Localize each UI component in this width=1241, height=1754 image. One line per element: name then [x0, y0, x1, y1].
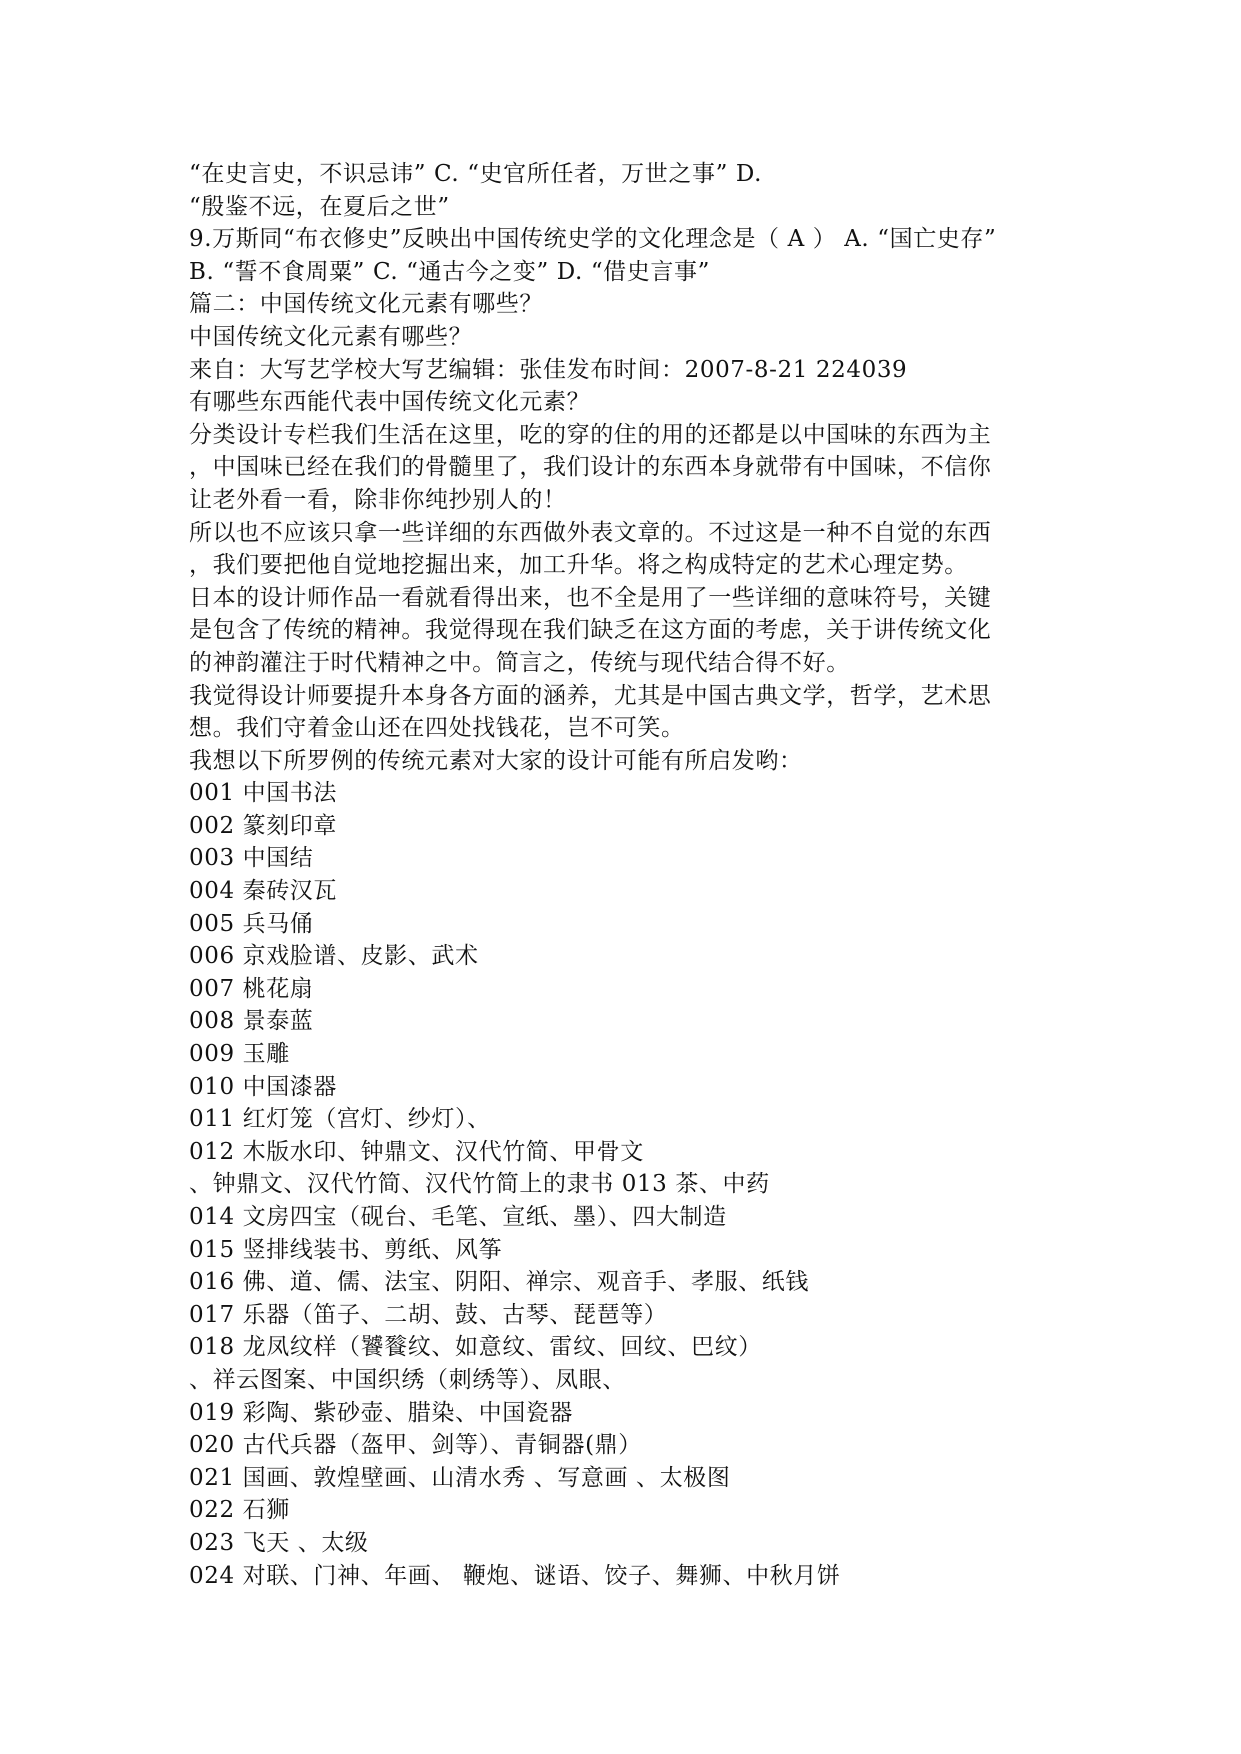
text-line: “殷鉴不远，在夏后之世”: [189, 193, 450, 220]
list-item: 008 景泰蓝: [189, 1008, 314, 1035]
paragraph-line: 让老外看一看，除非你纯抄别人的！: [189, 486, 567, 513]
paragraph-line: 所以也不应该只拿一些详细的东西做外表文章的。不过这是一种不自觉的东西: [189, 519, 992, 546]
paragraph-line: 想。我们守着金山还在四处找钱花，岂不可笑。: [189, 715, 685, 742]
article-source: 来自：大写艺学校大写艺编辑：张佳发布时间：2007-8-21 224039: [189, 356, 908, 383]
list-item: 016 佛、道、儒、法宝、阴阳、禅宗、观音手、孝服、纸钱: [189, 1269, 810, 1296]
list-item: 022 石狮: [189, 1497, 290, 1524]
list-item: 019 彩陶、紫砂壶、腊染、中国瓷器: [189, 1399, 574, 1426]
list-item: 021 国画、敦煌壁画、山清水秀 、写意画 、太极图: [189, 1464, 731, 1491]
list-item: 、祥云图案、中国织绣（刺绣等）、凤眼、: [189, 1366, 626, 1393]
list-item: 014 文房四宝（砚台、毛笔、宣纸、墨）、四大制造: [189, 1204, 727, 1230]
list-item: 009 玉雕: [189, 1041, 290, 1068]
paragraph-line: 是包含了传统的精神。我觉得现在我们缺乏在这方面的考虑，关于讲传统文化: [189, 617, 992, 644]
text-line: “在史言史，不识忌讳” C. “史官所任者，万世之事” D.: [189, 161, 762, 187]
list-item: 004 秦砖汉瓦: [189, 878, 338, 905]
list-item: 010 中国漆器: [189, 1073, 338, 1100]
list-item: 017 乐器（笛子、二胡、鼓、古琴、琵琶等）: [189, 1301, 668, 1328]
section-heading: 篇二：中国传统文化元素有哪些？: [189, 291, 543, 318]
list-item: 006 京戏脸谱、皮影、武术: [189, 943, 479, 970]
paragraph-line: 的神韵灌注于时代精神之中。简言之，传统与现代结合得不好。: [189, 649, 850, 676]
paragraph-line: 日本的设计师作品一看就看得出来，也不全是用了一些详细的意味符号，关键: [189, 584, 992, 611]
list-item: 011 红灯笼（宫灯、纱灯）、: [189, 1106, 491, 1133]
paragraph-line: ，我们要把他自觉地挖掘出来，加工升华。将之构成特定的艺术心理定势。: [189, 552, 968, 579]
paragraph-line: 我觉得设计师要提升本身各方面的涵养，尤其是中国古典文学，哲学，艺术思: [189, 682, 992, 709]
list-item: 005 兵马俑: [189, 910, 314, 937]
paragraph-line: 分类设计专栏我们生活在这里，吃的穿的住的用的还都是以中国味的东西为主: [189, 421, 992, 448]
document-body: [189, 158, 1069, 1592]
question-line: 9.万斯同“布衣修史”反映出中国传统史学的文化理念是（ A ） A. “国亡史存”: [189, 226, 997, 253]
list-item: 023 飞天 、太级: [189, 1529, 369, 1556]
paragraph-line: 我想以下所罗例的传统元素对大家的设计可能有所启发哟：: [189, 747, 803, 774]
text-line: B. “誓不食周粟” C. “通古今之变” D. “借史言事”: [189, 258, 710, 285]
list-item: 007 桃花扇: [189, 975, 314, 1002]
list-item: 、钟鼎文、汉代竹简、汉代竹简上的隶书 013 茶、中药: [189, 1171, 770, 1198]
list-item: 012 木版水印、钟鼎文、汉代竹简、甲骨文: [189, 1138, 644, 1165]
list-item: 020 古代兵器（盔甲、剑等）、青铜器(鼎）: [189, 1432, 642, 1459]
list-item: 018 龙凤纹样（饕餮纹、如意纹、雷纹、回纹、巴纹）: [189, 1334, 762, 1361]
article-title: 中国传统文化元素有哪些？: [189, 323, 473, 350]
list-item: 001 中国书法: [189, 780, 338, 807]
list-item: 024 对联、门神、年画、 鞭炮、谜语、饺子、舞狮、中秋月饼: [189, 1562, 841, 1589]
list-item: 003 中国结: [189, 845, 314, 872]
list-item: 015 竖排线装书、剪纸、风筝: [189, 1236, 503, 1263]
text-line: 有哪些东西能代表中国传统文化元素？: [189, 389, 591, 416]
list-item: 002 篆刻印章: [189, 812, 338, 839]
paragraph-line: ，中国味已经在我们的骨髓里了，我们设计的东西本身就带有中国味，不信你: [189, 454, 992, 481]
